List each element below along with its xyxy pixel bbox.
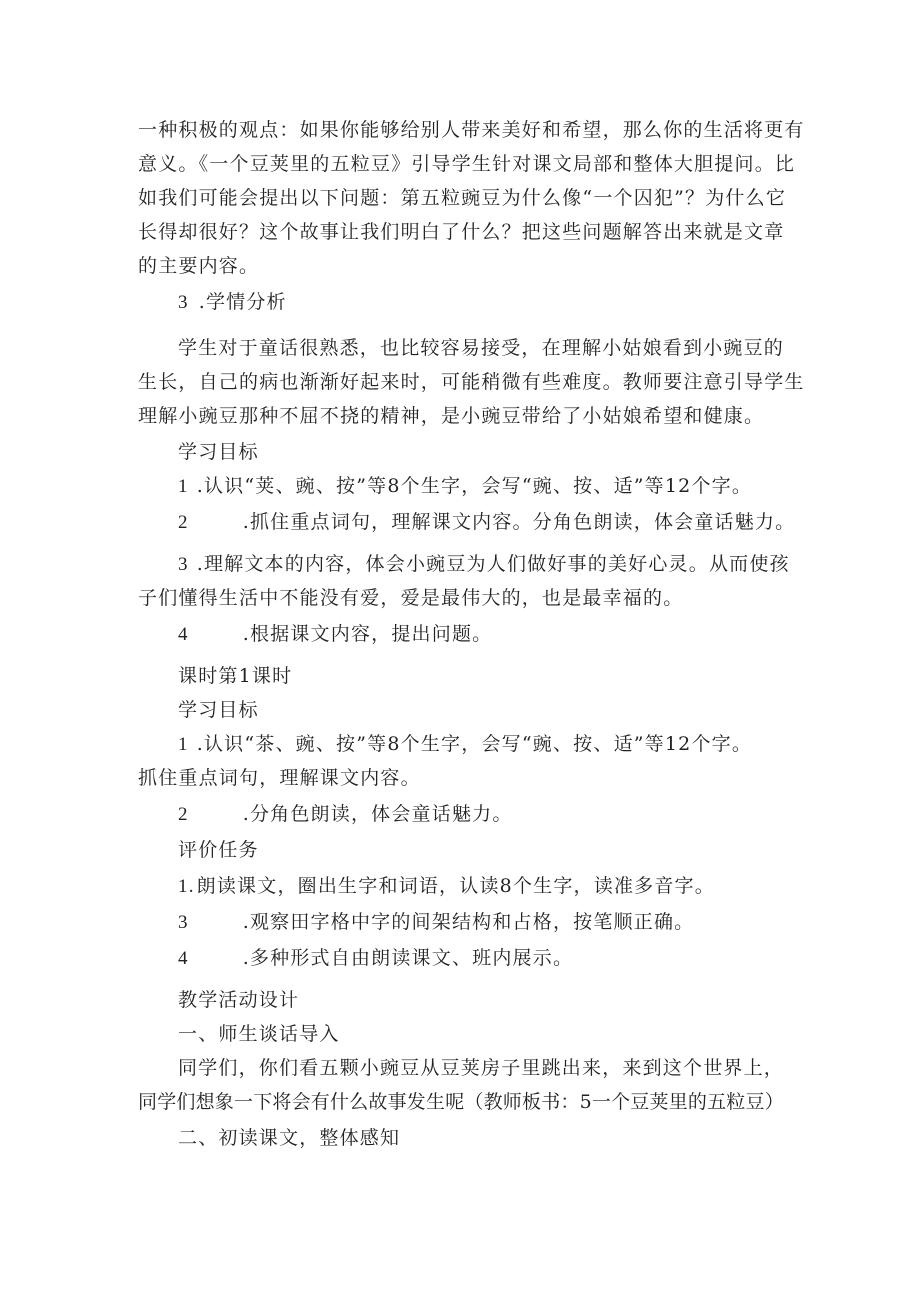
- goal-text: .理解文本的内容，体会小豌豆为人们做好事的美好心灵。从而使孩: [196, 553, 790, 575]
- eval-text: .观察田字格中字的间架结构和占格，按笔顺正确。: [242, 911, 695, 933]
- goal-text: .认识“荚、豌、按”等8个生字，会写“豌、按、适”等12个字。: [196, 475, 753, 497]
- section-3-title: .学情分析: [198, 291, 287, 313]
- goal-number: 4: [178, 624, 189, 645]
- eval-item-1: [178, 874, 715, 899]
- goal-item-4: [178, 622, 492, 647]
- eval-item-2: [178, 910, 694, 935]
- intro-line-2: 意义。《一个豆荚里的五粒豆》引导学生针对课文局部和整体大胆提问。比: [138, 153, 796, 175]
- goal-text: .分角色朗读，体会童话魅力。: [242, 803, 513, 825]
- goal-item-2: [178, 510, 795, 535]
- lesson-heading: 课时第1课时: [178, 665, 293, 687]
- lesson-goal-item-2: [178, 802, 513, 827]
- goal-item-3: [178, 552, 790, 577]
- eval-text: 朗读课文，圈出生字和词语，认读8个生字，读准多音字。: [196, 875, 715, 897]
- goal-number: 1: [178, 476, 189, 497]
- intro-line-4: 长得却很好？这个故事让我们明白了什么？把这些问题解答出来就是文章: [138, 221, 785, 243]
- section-3-number: 3: [178, 292, 189, 313]
- goal-item-3-cont: 子们懂得生活中不能没有爱，爱是最伟大的，也是最幸福的。: [138, 587, 684, 609]
- intro-line-1: 一种积极的观点：如果你能够给别人带来美好和希望，那么你的生活将更有: [138, 119, 805, 141]
- intro-line-5: 的主要内容。: [138, 255, 260, 277]
- eval-text: .多种形式自由朗读课文、班内展示。: [242, 947, 574, 969]
- eval-heading: 评价任务: [178, 839, 259, 861]
- analysis-line-1: 学生对于童话很熟悉，也比较容易接受，在理解小姑娘看到小豌豆的: [178, 337, 785, 359]
- part-1-heading: 一、师生谈话导入: [178, 1023, 340, 1045]
- section-3-heading: [178, 290, 287, 315]
- eval-number: 3: [178, 912, 189, 933]
- lesson-goals-heading: 学习目标: [178, 699, 259, 721]
- goal-text: .根据课文内容，提出问题。: [242, 623, 493, 645]
- lesson-goal-item-1-cont: 抓住重点词句，理解课文内容。: [138, 767, 421, 789]
- goal-text: .抓住重点词句，理解课文内容。分角色朗读，体会童话魅力。: [242, 511, 796, 533]
- goal-text: .认识“茶、豌、按”等8个生字，会写“豌、按、适”等12个字。: [196, 733, 753, 755]
- activity-heading: 教学活动设计: [178, 989, 300, 1011]
- goal-item-1: [178, 474, 752, 499]
- part-1-line-1: 同学们，你们看五颗小豌豆从豆荚房子里跳出来，来到这个世界上，: [178, 1057, 785, 1079]
- eval-number: 1.: [178, 876, 195, 897]
- eval-item-3: [178, 946, 573, 971]
- intro-line-3: 如我们可能会提出以下问题：第五粒豌豆为什么像“一个囚犯”？为什么它: [138, 187, 787, 209]
- goal-number: 2: [178, 804, 189, 825]
- lesson-goal-item-1: [178, 732, 752, 757]
- goals-heading: 学习目标: [178, 441, 259, 463]
- part-2-heading: 二、初读课文，整体感知: [178, 1127, 401, 1149]
- eval-number: 4: [178, 948, 189, 969]
- goal-number: 3: [178, 554, 189, 575]
- analysis-line-2: 生长，自己的病也渐渐好起来时，可能稍微有些难度。教师要注意引导学生: [138, 371, 805, 393]
- goal-number: 1: [178, 734, 189, 755]
- part-1-line-2: 同学们想象一下将会有什么故事发生呢（教师板书：5一个豆荚里的五粒豆）: [138, 1091, 784, 1113]
- analysis-line-3: 理解小豌豆那种不屈不挠的精神，是小豌豆带给了小姑娘希望和健康。: [138, 405, 765, 427]
- goal-number: 2: [178, 512, 189, 533]
